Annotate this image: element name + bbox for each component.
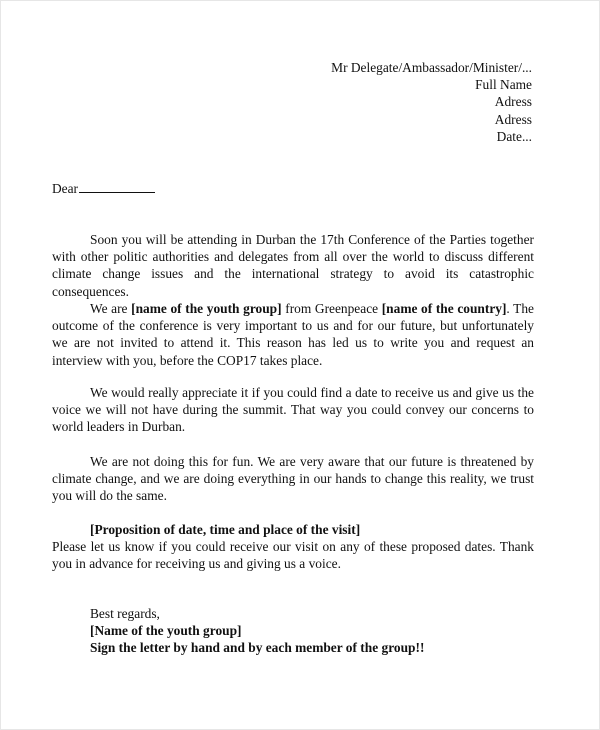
recipient-address-line: Adress: [494, 94, 532, 110]
text-run: . The outcome of the conference is very important to us and for our future, but unfortunately we are not invited to attend it. This reason has led us to write you and request an interview with you, before the COP17 takes place.: [52, 301, 534, 368]
recipient-full-name: Full Name: [475, 77, 532, 93]
text-run: We are: [90, 301, 132, 316]
paragraph-1: [52, 231, 534, 300]
closing-section: [52, 605, 534, 657]
placeholder-youth-group: [name of the youth group]: [131, 301, 282, 316]
paragraph-text: We would really appreciate it if you could find a date to receive us and give us the voice we will not have during the summit. That way you could convey our concerns to world leaders in Durban.: [52, 385, 534, 435]
name-blank-line: [79, 180, 155, 193]
closing-group-name: [Name of the youth group]: [90, 623, 242, 639]
salutation-text: Dear: [52, 181, 79, 196]
proposition-section: [52, 521, 534, 573]
paragraph-text: Soon you will be attending in Durban the 17th Conference of the Parties together with other politic authorities and delegates from all over the world to discuss different climate change issues and the international strategy to avoid its catastrophic consequences.: [52, 232, 534, 299]
proposition-text: Please let us know if you could receive our visit on any of these proposed dates. Thank you in advance for receiving us and giving us a voice.: [52, 539, 534, 572]
signature-instruction: Sign the letter by hand and by each member of the group!!: [90, 640, 425, 656]
paragraph-text: [52, 300, 534, 369]
text-run: from Greenpeace: [281, 301, 382, 316]
placeholder-country: [name of the country]: [381, 301, 507, 316]
paragraph-text: We are not doing this for fun. We are very aware that our future is threatened by climate change, and we are doing everything in our hands to change this reality, we trust you will do the same.: [52, 454, 534, 504]
closing-regards: Best regards,: [90, 606, 160, 621]
proposition-heading: [Proposition of date, time and place of the visit]: [90, 522, 361, 537]
paragraph-3: [52, 384, 534, 436]
letter-date: Date...: [496, 128, 532, 144]
paragraph-4: [52, 453, 534, 505]
salutation: [52, 180, 155, 197]
paragraph-2: [52, 300, 534, 369]
recipient-title: Mr Delegate/Ambassador/Minister/...: [331, 60, 532, 75]
recipient-address-line: Adress: [494, 111, 532, 127]
recipient-address-block: [331, 59, 532, 145]
